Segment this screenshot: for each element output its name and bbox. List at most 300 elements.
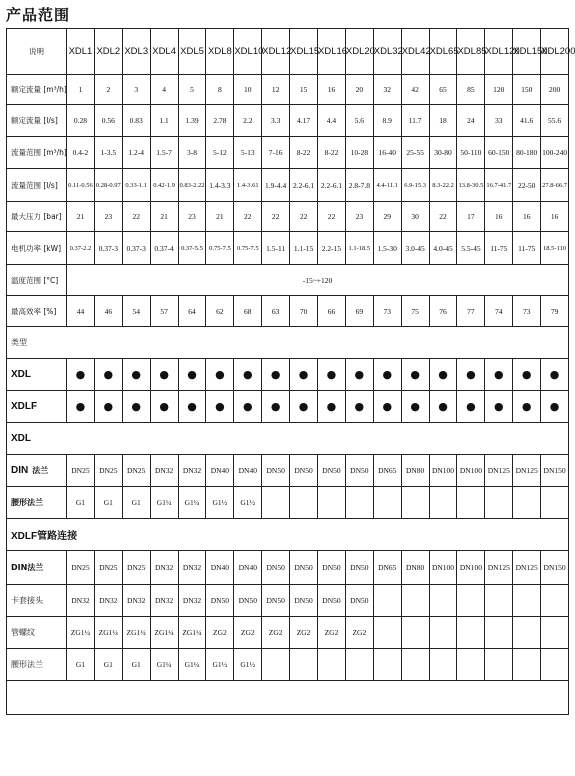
efficiency-row	[7, 296, 569, 327]
row-label: DIN法兰	[7, 551, 67, 585]
spec-value: 4	[150, 75, 178, 105]
xdlf-type-row	[7, 391, 569, 423]
row-label: XDL	[7, 359, 67, 391]
connection-value: DN50	[206, 585, 234, 617]
xdlf-din-row	[7, 551, 569, 585]
connection-value	[541, 487, 569, 519]
spec-value: 1	[67, 75, 95, 105]
connection-value	[457, 585, 485, 617]
connection-value: DN80	[401, 455, 429, 487]
connection-value: DN150	[541, 455, 569, 487]
row-label	[7, 455, 67, 487]
spec-value: 16	[541, 202, 569, 232]
efficiency-value: 62	[206, 296, 234, 327]
spec-value: 150	[513, 75, 541, 105]
connection-value: DN25	[122, 551, 150, 585]
connection-value: DN25	[67, 455, 95, 487]
row-label: 温度范围 [°C]	[7, 265, 67, 296]
connection-value: DN50	[345, 455, 373, 487]
connection-value: DN125	[485, 551, 513, 585]
model-header: XDL10	[234, 29, 262, 75]
model-header: XDL3	[122, 29, 150, 75]
row-label: 额定流量 [m³/h]	[7, 75, 67, 105]
spec-value: 11-75	[485, 232, 513, 265]
spec-value: 1.5-7	[150, 137, 178, 169]
connection-value	[541, 617, 569, 649]
connection-value: DN32	[178, 455, 206, 487]
connection-value: DN25	[122, 455, 150, 487]
connection-value: DN50	[290, 551, 318, 585]
connection-value: DN25	[94, 455, 122, 487]
connection-value: DN50	[318, 585, 346, 617]
connection-value	[290, 487, 318, 519]
model-header: XDL1	[67, 29, 95, 75]
connection-value	[401, 585, 429, 617]
spec-value: 6.9-15.3	[401, 169, 429, 202]
spec-value: 22	[429, 202, 457, 232]
spec-value: 17	[457, 202, 485, 232]
availability-dot: ●	[150, 359, 178, 391]
efficiency-value: 76	[429, 296, 457, 327]
spec-value: 25-55	[401, 137, 429, 169]
spec-row	[7, 169, 569, 202]
connection-value: ZG2	[262, 617, 290, 649]
spec-value: 4.0-45	[429, 232, 457, 265]
spec-row	[7, 232, 569, 265]
availability-dot: ●	[234, 391, 262, 423]
connection-value: ZG2	[290, 617, 318, 649]
connection-value: DN40	[206, 551, 234, 585]
connection-value	[373, 649, 401, 681]
connection-value	[485, 649, 513, 681]
connection-value	[513, 585, 541, 617]
efficiency-value: 73	[513, 296, 541, 327]
efficiency-value: 57	[150, 296, 178, 327]
spec-value: 80-180	[513, 137, 541, 169]
availability-dot: ●	[290, 359, 318, 391]
connection-value: DN50	[290, 585, 318, 617]
spec-value: 24	[457, 105, 485, 137]
model-header: XDL16	[318, 29, 346, 75]
spec-value: 27.8-66.7	[541, 169, 569, 202]
spec-value: 16-40	[373, 137, 401, 169]
availability-dot: ●	[262, 359, 290, 391]
row-label: 电机功率 [kW]	[7, 232, 67, 265]
availability-dot: ●	[178, 359, 206, 391]
connection-value	[373, 617, 401, 649]
temperature-row	[7, 265, 569, 296]
efficiency-value: 74	[485, 296, 513, 327]
model-header: XDL4	[150, 29, 178, 75]
availability-dot: ●	[67, 359, 95, 391]
model-header: XDL32	[373, 29, 401, 75]
availability-dot: ●	[318, 391, 346, 423]
connection-value: ZG1¼	[178, 617, 206, 649]
spec-value: 41.6	[513, 105, 541, 137]
connection-value: ZG1¼	[67, 617, 95, 649]
spec-value: 8.9	[373, 105, 401, 137]
connection-value	[373, 585, 401, 617]
spec-value: 2.2	[234, 105, 262, 137]
efficiency-value: 79	[541, 296, 569, 327]
efficiency-value: 68	[234, 296, 262, 327]
availability-dot: ●	[373, 391, 401, 423]
connection-value	[485, 487, 513, 519]
availability-dot: ●	[513, 391, 541, 423]
connection-value: DN32	[94, 585, 122, 617]
spec-value: 22-50	[513, 169, 541, 202]
spec-value: 13.8-30.5	[457, 169, 485, 202]
connection-value: G1½	[206, 487, 234, 519]
model-header: XDL12	[262, 29, 290, 75]
blank-cell	[7, 681, 569, 715]
spec-value: 0.75-7.5	[234, 232, 262, 265]
row-label: XDLF	[7, 391, 67, 423]
availability-dot: ●	[485, 391, 513, 423]
spec-value: 8	[206, 75, 234, 105]
model-header: XDL8	[206, 29, 234, 75]
row-label: 腰形法兰	[7, 487, 67, 519]
connection-value: DN50	[345, 585, 373, 617]
row-label: 额定流量 [l/s]	[7, 105, 67, 137]
connection-value: G1	[67, 649, 95, 681]
spec-value: 1.5-30	[373, 232, 401, 265]
spec-value: 5.6	[345, 105, 373, 137]
spec-value: 100-240	[541, 137, 569, 169]
spec-value: 22	[290, 202, 318, 232]
spec-value: 0.37-4	[150, 232, 178, 265]
spec-value: 42	[401, 75, 429, 105]
availability-dot: ●	[429, 359, 457, 391]
model-header: XDL2	[94, 29, 122, 75]
spec-value: 21	[206, 202, 234, 232]
spec-value: 22	[262, 202, 290, 232]
connection-value	[457, 649, 485, 681]
spec-value: 4.4-11.1	[373, 169, 401, 202]
availability-dot: ●	[94, 391, 122, 423]
spec-value: 0.28-0.97	[94, 169, 122, 202]
connection-value	[541, 649, 569, 681]
connection-value: DN40	[234, 551, 262, 585]
connection-value: DN50	[262, 585, 290, 617]
connection-value: DN25	[94, 551, 122, 585]
availability-dot: ●	[541, 391, 569, 423]
spec-row	[7, 202, 569, 232]
spec-value: 0.33-1.1	[122, 169, 150, 202]
spec-value: 18	[429, 105, 457, 137]
xdl-din-row	[7, 455, 569, 487]
efficiency-value: 69	[345, 296, 373, 327]
spec-value: 5	[178, 75, 206, 105]
spec-value: 0.37-5.5	[178, 232, 206, 265]
spec-value: 0.42-1.9	[150, 169, 178, 202]
connection-value	[401, 617, 429, 649]
efficiency-value: 44	[67, 296, 95, 327]
spec-value: 1.2-4	[122, 137, 150, 169]
spec-value: 10-28	[345, 137, 373, 169]
connection-value: G1¼	[178, 487, 206, 519]
availability-dot: ●	[206, 359, 234, 391]
spec-value: 16	[513, 202, 541, 232]
spec-value: 20	[345, 75, 373, 105]
availability-dot: ●	[318, 359, 346, 391]
spec-value: 10	[234, 75, 262, 105]
connection-value	[262, 487, 290, 519]
connection-value: ZG1¼	[150, 617, 178, 649]
din-label: DIN	[11, 465, 29, 476]
spec-value: 16	[485, 202, 513, 232]
connection-value: ZG2	[318, 617, 346, 649]
spec-value: 15	[290, 75, 318, 105]
connection-value	[541, 585, 569, 617]
availability-dot: ●	[429, 391, 457, 423]
spec-value: 29	[373, 202, 401, 232]
connection-value: G1	[67, 487, 95, 519]
availability-dot: ●	[457, 391, 485, 423]
spec-value: 0.37-3	[94, 232, 122, 265]
availability-dot: ●	[345, 359, 373, 391]
availability-dot: ●	[401, 391, 429, 423]
spec-value: 0.37-3	[122, 232, 150, 265]
availability-dot: ●	[122, 391, 150, 423]
connection-value: G1¼	[150, 487, 178, 519]
spec-value: 22	[234, 202, 262, 232]
spec-value: 0.37-2.2	[67, 232, 95, 265]
spec-value: 18.5-110	[541, 232, 569, 265]
spec-value: 8-22	[290, 137, 318, 169]
spec-value: 120	[485, 75, 513, 105]
connection-value: DN50	[318, 551, 346, 585]
connection-value	[373, 487, 401, 519]
model-header: XDL200	[541, 29, 569, 75]
spec-value: 23	[178, 202, 206, 232]
connection-value: G1	[122, 487, 150, 519]
spec-value: 1.9-4.4	[262, 169, 290, 202]
connection-value: G1	[122, 649, 150, 681]
connection-value: DN100	[429, 455, 457, 487]
spec-value: 5.5-45	[457, 232, 485, 265]
spec-value: 5-13	[234, 137, 262, 169]
connection-value: DN80	[401, 551, 429, 585]
spec-row	[7, 137, 569, 169]
spec-value: 22	[122, 202, 150, 232]
spec-value: 2.78	[206, 105, 234, 137]
availability-dot: ●	[67, 391, 95, 423]
efficiency-value: 63	[262, 296, 290, 327]
spec-value: 4.17	[290, 105, 318, 137]
blank-footer-row	[7, 681, 569, 715]
spec-value: 2.8-7.8	[345, 169, 373, 202]
spec-value: 21	[67, 202, 95, 232]
availability-dot: ●	[206, 391, 234, 423]
connection-value	[457, 487, 485, 519]
spec-row	[7, 75, 569, 105]
connection-value	[513, 487, 541, 519]
spec-value: 0.11-0.56	[67, 169, 95, 202]
connection-value	[345, 649, 373, 681]
spec-value: 23	[345, 202, 373, 232]
row-label: 管螺纹	[7, 617, 67, 649]
model-header: XDL15	[290, 29, 318, 75]
availability-dot: ●	[541, 359, 569, 391]
efficiency-value: 75	[401, 296, 429, 327]
spec-value: 200	[541, 75, 569, 105]
product-range-table	[6, 28, 575, 715]
xdlf-clamp-row	[7, 585, 569, 617]
spec-value: 7-16	[262, 137, 290, 169]
connection-value	[429, 487, 457, 519]
availability-dot: ●	[150, 391, 178, 423]
availability-dot: ●	[485, 359, 513, 391]
efficiency-value: 66	[318, 296, 346, 327]
spec-value: 4.4	[318, 105, 346, 137]
row-label: 最大压力 [bar]	[7, 202, 67, 232]
spec-value: 55.6	[541, 105, 569, 137]
model-header: XDL120	[485, 29, 513, 75]
connection-value	[457, 617, 485, 649]
availability-dot: ●	[234, 359, 262, 391]
xdlf-thread-row	[7, 617, 569, 649]
connection-value: G1	[94, 649, 122, 681]
spec-value: 3-8	[178, 137, 206, 169]
type-section-row	[7, 327, 569, 359]
model-header: XDL20	[345, 29, 373, 75]
connection-value: DN65	[373, 455, 401, 487]
availability-dot: ●	[345, 391, 373, 423]
connection-value: DN25	[67, 551, 95, 585]
connection-value	[513, 617, 541, 649]
connection-value: DN40	[206, 455, 234, 487]
connection-value: ZG2	[206, 617, 234, 649]
availability-dot: ●	[94, 359, 122, 391]
connection-value: G1½	[234, 487, 262, 519]
header-row	[7, 29, 569, 75]
section-label: XDLF管路连接	[7, 519, 569, 551]
availability-dot: ●	[457, 359, 485, 391]
xdlf-oval-row	[7, 649, 569, 681]
connection-value: DN100	[457, 551, 485, 585]
connection-value: ZG1¼	[122, 617, 150, 649]
connection-value: G1¼	[150, 649, 178, 681]
spec-value: 1.4-3.61	[234, 169, 262, 202]
connection-value	[485, 585, 513, 617]
availability-dot: ●	[290, 391, 318, 423]
spec-value: 22	[318, 202, 346, 232]
connection-value: G1	[94, 487, 122, 519]
page-title: 产品范围	[6, 6, 71, 24]
efficiency-value: 70	[290, 296, 318, 327]
spec-value: 1.1-18.5	[345, 232, 373, 265]
spec-value: 3.3	[262, 105, 290, 137]
spec-value: 2.2-15	[318, 232, 346, 265]
connection-value: ZG2	[345, 617, 373, 649]
connection-value: DN50	[234, 585, 262, 617]
connection-value: DN32	[67, 585, 95, 617]
efficiency-value: 54	[122, 296, 150, 327]
spec-value: 0.83-2.22	[178, 169, 206, 202]
availability-dot: ●	[122, 359, 150, 391]
connection-value: G1¼	[178, 649, 206, 681]
connection-value: DN125	[513, 551, 541, 585]
connection-value: DN50	[290, 455, 318, 487]
connection-value	[485, 617, 513, 649]
spec-value: 2.2-6.1	[318, 169, 346, 202]
spec-value: 23	[94, 202, 122, 232]
connection-value	[262, 649, 290, 681]
model-header: XDL150	[513, 29, 541, 75]
flange-label: 法兰	[32, 466, 49, 475]
spec-value: 16	[318, 75, 346, 105]
connection-value	[290, 649, 318, 681]
connection-value: DN125	[485, 455, 513, 487]
spec-value: 8.3-22.2	[429, 169, 457, 202]
spec-value: 1.5-11	[262, 232, 290, 265]
spec-value: 1.4-3.3	[206, 169, 234, 202]
spec-value: 21	[150, 202, 178, 232]
spec-value: 11-75	[513, 232, 541, 265]
spec-value: 30-80	[429, 137, 457, 169]
connection-value: DN32	[150, 551, 178, 585]
spec-value: 0.4-2	[67, 137, 95, 169]
model-header: XDL42	[401, 29, 429, 75]
efficiency-value: 64	[178, 296, 206, 327]
spec-value: 16.7-41.7	[485, 169, 513, 202]
spec-row	[7, 105, 569, 137]
availability-dot: ●	[262, 391, 290, 423]
spec-value: 8-22	[318, 137, 346, 169]
availability-dot: ●	[178, 391, 206, 423]
connection-value	[429, 649, 457, 681]
connection-value: DN50	[262, 551, 290, 585]
connection-value	[345, 487, 373, 519]
connection-value: ZG2	[234, 617, 262, 649]
row-label: 流量范围 [m³/h]	[7, 137, 67, 169]
connection-value: DN32	[178, 585, 206, 617]
spec-value: 3	[122, 75, 150, 105]
spec-value: 0.56	[94, 105, 122, 137]
connection-value	[318, 487, 346, 519]
spec-value: 1.1-15	[290, 232, 318, 265]
connection-value: DN32	[150, 585, 178, 617]
efficiency-value: 46	[94, 296, 122, 327]
spec-value: 1.1	[150, 105, 178, 137]
connection-value	[401, 487, 429, 519]
row-label: 卡套接头	[7, 585, 67, 617]
connection-value: DN32	[122, 585, 150, 617]
xdlf-section-row	[7, 519, 569, 551]
connection-value: DN50	[345, 551, 373, 585]
model-header: XDL85	[457, 29, 485, 75]
connection-value: DN32	[178, 551, 206, 585]
connection-value: DN40	[234, 455, 262, 487]
spec-value: 0.75-7.5	[206, 232, 234, 265]
connection-value: DN150	[541, 551, 569, 585]
model-header: XDL65	[429, 29, 457, 75]
connection-value: ZG1¼	[94, 617, 122, 649]
connection-value: DN100	[457, 455, 485, 487]
availability-dot: ●	[513, 359, 541, 391]
availability-dot: ●	[373, 359, 401, 391]
connection-value: G1½	[206, 649, 234, 681]
connection-value: DN65	[373, 551, 401, 585]
connection-value	[429, 617, 457, 649]
connection-value: DN32	[150, 455, 178, 487]
spec-value: 33	[485, 105, 513, 137]
section-label: XDL	[7, 423, 569, 455]
spec-value: 50-110	[457, 137, 485, 169]
spec-value: 0.28	[67, 105, 95, 137]
spec-value: 85	[457, 75, 485, 105]
